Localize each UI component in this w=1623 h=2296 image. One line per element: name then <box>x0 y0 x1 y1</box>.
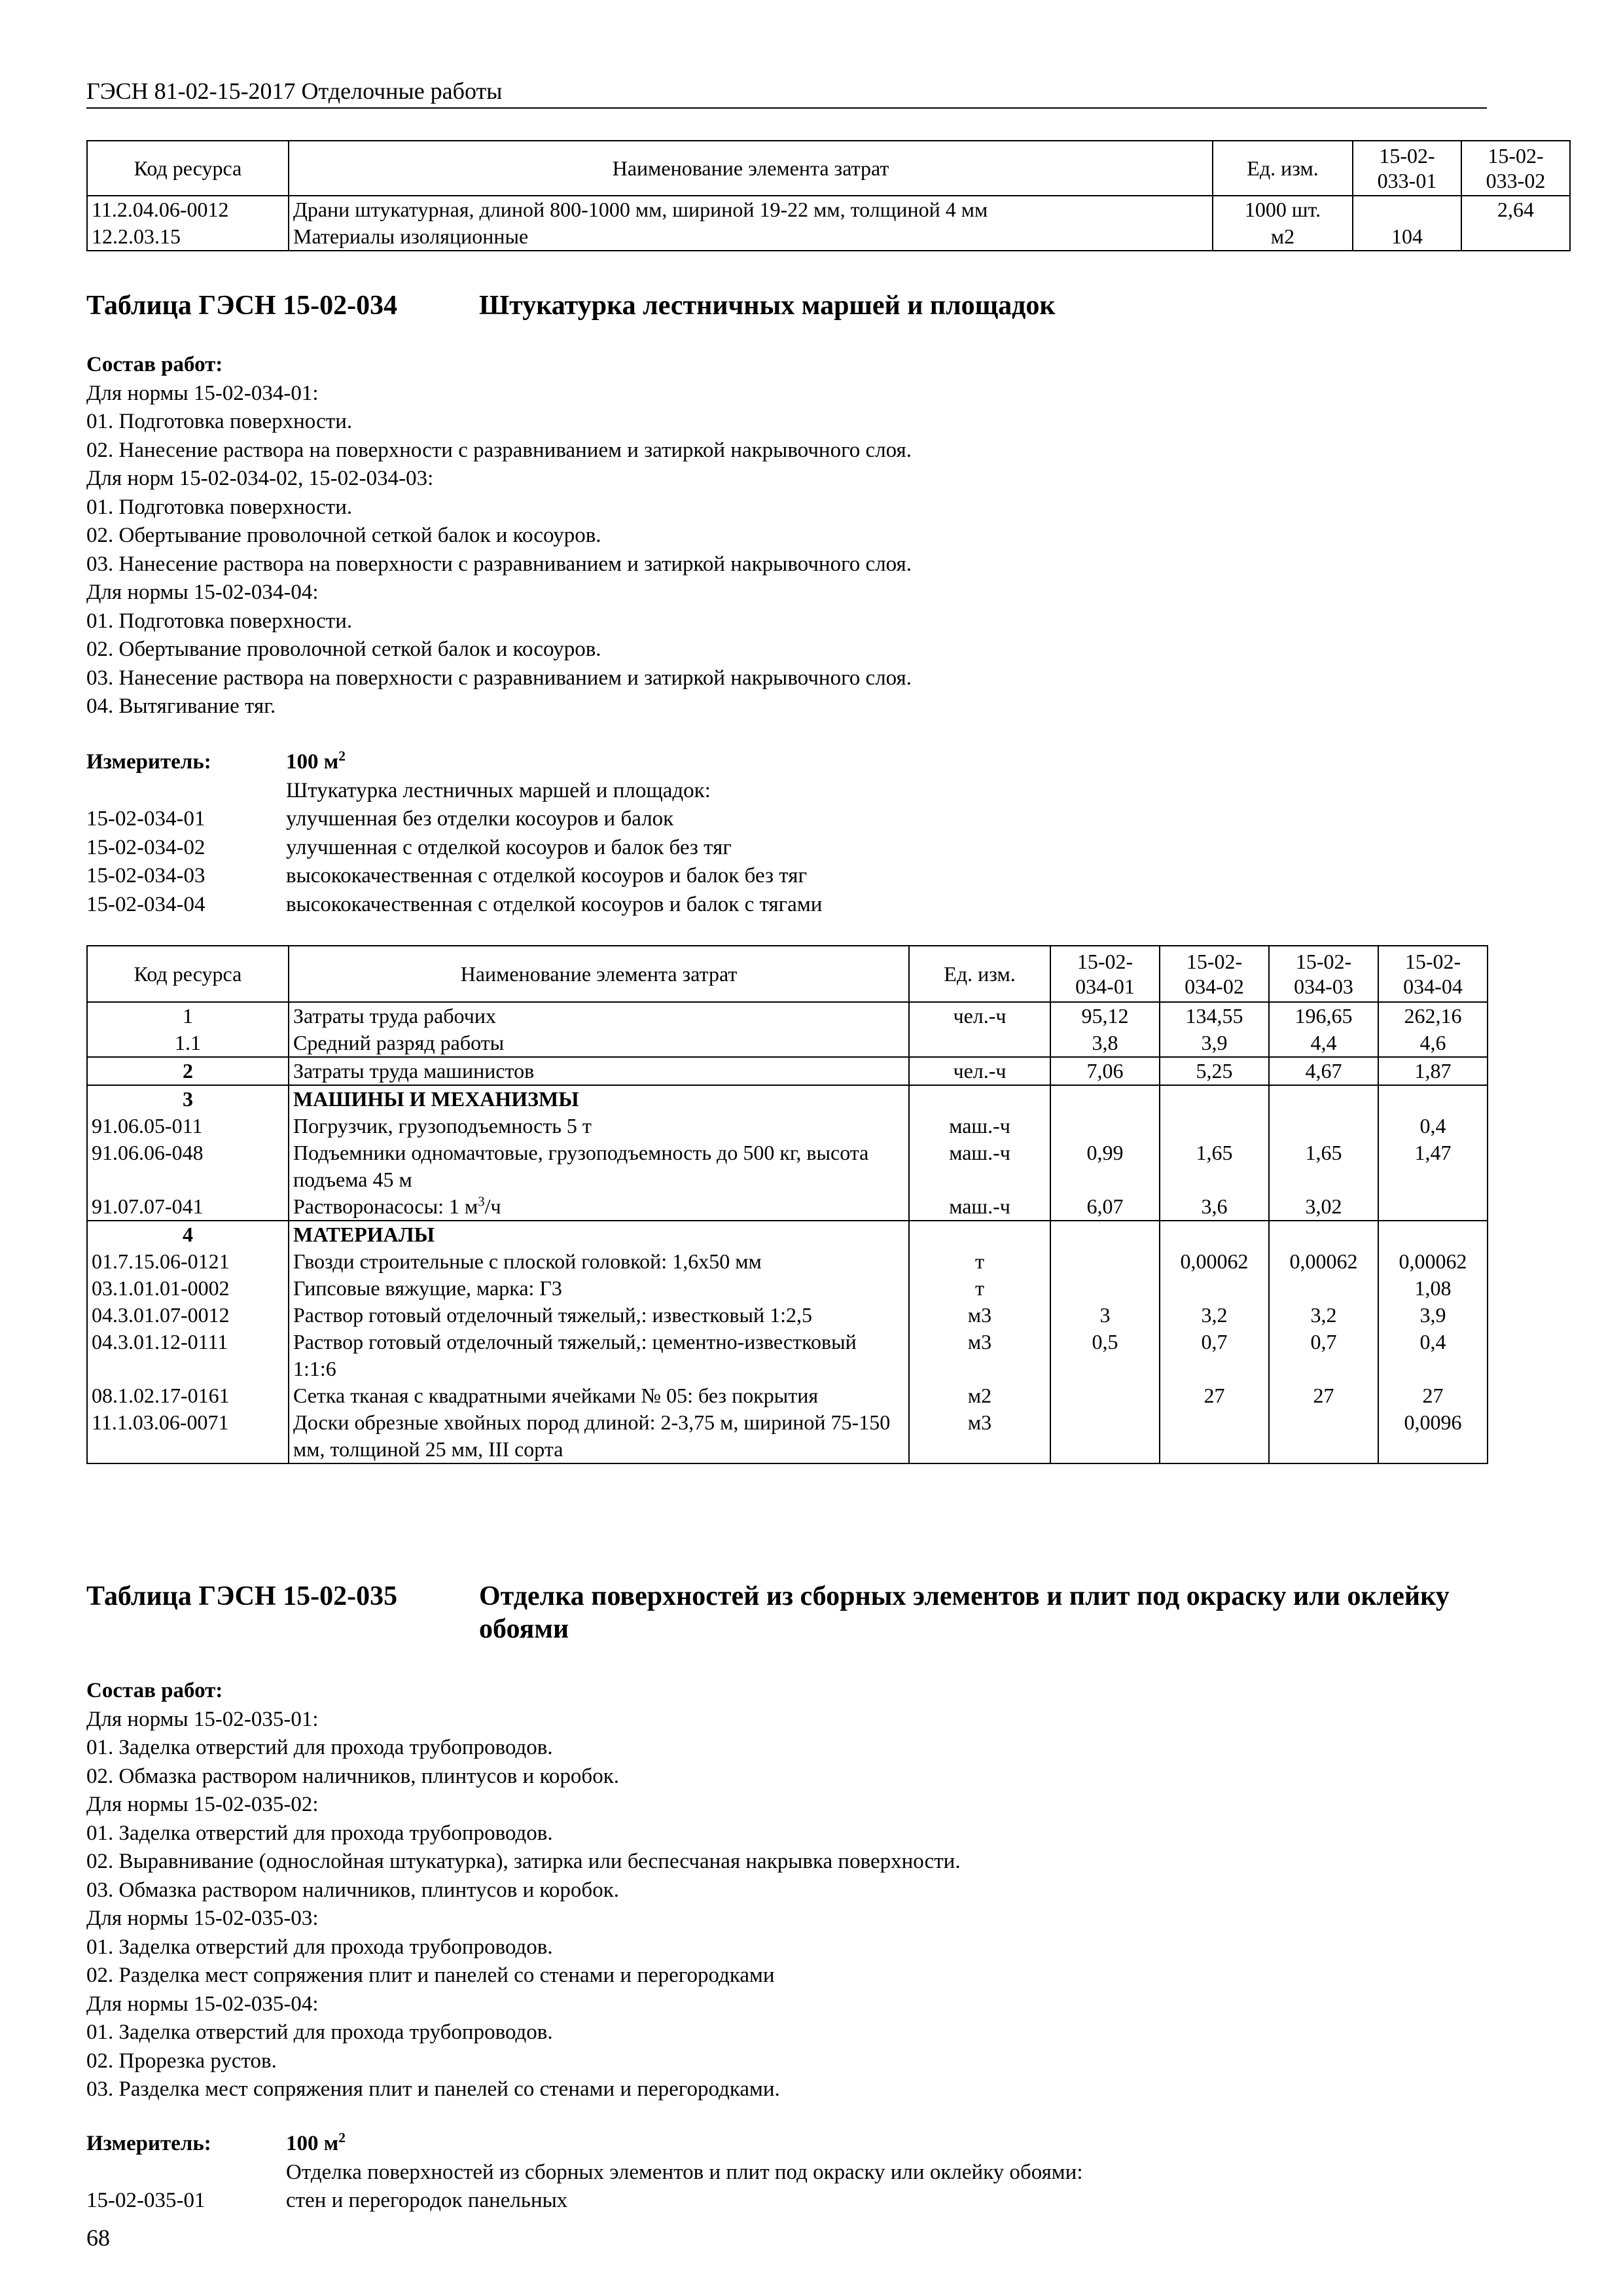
resource-code: 11.2.04.06-0012 <box>87 196 289 223</box>
table-034-block <box>86 945 1487 1464</box>
value-01 <box>1050 1248 1160 1275</box>
work-line: 02. Выравнивание (однослойная штукатурка), затирка или беспесчаная накрывка поверхности. <box>86 1850 961 1873</box>
work-line: 02. Разделка мест сопряжения плит и панелей со стенами и перегородками <box>86 1964 775 1987</box>
value-04: 0,4 <box>1378 1329 1488 1382</box>
work-line: 02. Обертывание проволочной сеткой балок и косоуров. <box>86 524 601 547</box>
group-heading: МАШИНЫ И МЕХАНИЗМЫ <box>289 1085 909 1113</box>
value-04: 1,08 <box>1378 1275 1488 1302</box>
resource-code: 04.3.01.12-0111 <box>87 1329 289 1382</box>
col-header-norm-04: 15-02- 034-04 <box>1378 946 1488 1002</box>
resource-unit: м3 <box>909 1329 1050 1382</box>
resource-unit <box>909 1030 1050 1057</box>
work-line: Для норм 15-02-034-02, 15-02-034-03: <box>86 467 434 490</box>
value-03: 0,7 <box>1269 1329 1378 1382</box>
running-header: ГЭСН 81-02-15-2017 Отделочные работы <box>86 77 1487 109</box>
table-034 <box>86 945 1488 1464</box>
table-row <box>87 1409 1488 1463</box>
value-04: 0,4 <box>1378 1113 1488 1139</box>
col-header-norm-02: 15-02- 034-02 <box>1160 946 1269 1002</box>
table-label: Таблица ГЭСН 15-02-035 <box>86 1581 398 1611</box>
work-line: 01. Подготовка поверхности. <box>86 410 353 433</box>
work-line: 03. Нанесение раствора на поверхности с разравниванием и затиркой накрывочного слоя. <box>86 552 912 576</box>
value-02: 0,7 <box>1160 1329 1269 1382</box>
resource-unit: чел.-ч <box>909 1057 1050 1085</box>
value-01 <box>1050 1113 1160 1139</box>
work-line: 01. Заделка отверстий для прохода трубопроводов. <box>86 1935 553 1959</box>
norm-item: 15-02-034-03 высококачественная с отделкой косоуров и балок без тяг <box>86 864 807 888</box>
work-line: Для нормы 15-02-035-02: <box>86 1793 319 1816</box>
resource-name: Погрузчик, грузоподъемность 5 т <box>289 1113 909 1139</box>
value-02: 27 <box>1160 1382 1269 1409</box>
resource-unit: маш.-ч <box>909 1139 1050 1193</box>
value-02: 0,00062 <box>1160 1248 1269 1275</box>
value-04: 3,9 <box>1378 1302 1488 1329</box>
col-header-code: Код ресурса <box>87 141 289 196</box>
work-line: Для нормы 15-02-035-01: <box>86 1707 319 1731</box>
value-01: 3 <box>1050 1302 1160 1329</box>
page-number: 68 <box>86 2225 110 2251</box>
col-header-unit: Ед. изм. <box>1213 141 1353 196</box>
resource-name: Подъемники одномачтовые, грузоподъемность до 500 кг, высота подъема 45 м <box>289 1139 909 1193</box>
resource-unit: т <box>909 1275 1050 1302</box>
value-01: 3,8 <box>1050 1030 1160 1057</box>
value-02: 5,25 <box>1160 1057 1269 1085</box>
norm-item: 15-02-034-02 улучшенная с отделкой косоуров и балок без тяг <box>86 835 732 859</box>
work-line: Для нормы 15-02-035-03: <box>86 1907 319 1930</box>
resource-name: Гвозди строительные с плоской головкой: 1,6x50 мм <box>289 1248 909 1275</box>
measure-description: Отделка поверхностей из сборных элементов и плит под окраску или оклейку обоями: <box>286 2160 1083 2184</box>
work-line: 03. Разделка мест сопряжения плит и панелей со стенами и перегородками. <box>86 2077 780 2101</box>
resource-code: 01.7.15.06-0121 <box>87 1248 289 1275</box>
resource-unit: м3 <box>909 1302 1050 1329</box>
table-row <box>87 1193 1488 1221</box>
col-header-norm-01: 15-02- 034-01 <box>1050 946 1160 1002</box>
value-02: 3,9 <box>1160 1030 1269 1057</box>
value-04: 1,87 <box>1378 1057 1488 1085</box>
resource-unit: м2 <box>1213 223 1353 251</box>
value-04 <box>1378 1193 1488 1221</box>
resource-name: Затраты труда машинистов <box>289 1057 909 1085</box>
value-04: 27 <box>1378 1382 1488 1409</box>
section-034-work <box>86 351 1487 721</box>
resource-code: 91.07.07-041 <box>87 1193 289 1221</box>
table-label: Таблица ГЭСН 15-02-034 <box>86 291 398 321</box>
value-02 <box>1461 223 1570 251</box>
work-line: 02. Прорезка рустов. <box>86 2049 277 2073</box>
resource-unit: маш.-ч <box>909 1113 1050 1139</box>
table-033-block <box>86 140 1546 251</box>
value-02: 134,55 <box>1160 1002 1269 1030</box>
resource-code: 11.1.03.06-0071 <box>87 1409 289 1463</box>
work-heading: Состав работ: <box>86 1679 223 1702</box>
resource-name: Затраты труда рабочих <box>289 1002 909 1030</box>
work-line: Для нормы 15-02-034-04: <box>86 581 319 604</box>
work-line: 02. Обертывание проволочной сеткой балок и косоуров. <box>86 637 601 661</box>
value-01: 0,5 <box>1050 1329 1160 1382</box>
table-033 <box>86 140 1571 251</box>
resource-name: Растворонасосы: 1 $м^3/ч$ <box>289 1193 909 1221</box>
measure-value: 100 $м^2$ <box>286 2130 346 2155</box>
value-01 <box>1050 1409 1160 1463</box>
value-01 <box>1050 1382 1160 1409</box>
section-034-heading <box>86 289 1487 322</box>
table-title: Отделка поверхностей из сборных элементов и плит под окраску или оклейку обоями <box>479 1581 1450 1644</box>
work-line: 03. Обмазка раствором наличников, плинтусов и коробок. <box>86 1878 619 1902</box>
value-03: 3,2 <box>1269 1302 1378 1329</box>
table-row <box>87 1302 1488 1329</box>
value-01: 0,99 <box>1050 1139 1160 1193</box>
col-header-name: Наименование элемента затрат <box>289 141 1213 196</box>
work-line: 02. Обмазка раствором наличников, плинтусов и коробок. <box>86 1764 619 1788</box>
resource-unit: маш.-ч <box>909 1193 1050 1221</box>
value-03: 27 <box>1269 1382 1378 1409</box>
work-line: 01. Подготовка поверхности. <box>86 609 353 633</box>
table-row-group-heading <box>87 1221 1488 1248</box>
value-04: 1,47 <box>1378 1139 1488 1193</box>
resource-name: Драни штукатурная, длиной 800-1000 мм, шириной 19-22 мм, толщиной 4 мм <box>289 196 1213 223</box>
table-row <box>87 1329 1488 1382</box>
work-line: 01. Заделка отверстий для прохода трубопроводов. <box>86 1821 553 1845</box>
section-035-measure <box>86 2130 1487 2215</box>
work-line: 01. Заделка отверстий для прохода трубопроводов. <box>86 1736 553 1759</box>
measure-description: Штукатурка лестничных маршей и площадок: <box>286 778 711 802</box>
value-03 <box>1269 1409 1378 1463</box>
resource-name: Средний разряд работы <box>289 1030 909 1057</box>
measure-value: 100 $м^2$ <box>286 748 346 774</box>
resource-code: 91.06.05-011 <box>87 1113 289 1139</box>
work-line: 01. Заделка отверстий для прохода трубопроводов. <box>86 2020 553 2044</box>
value-01: 6,07 <box>1050 1193 1160 1221</box>
table-row <box>87 1382 1488 1409</box>
resource-code: 1.1 <box>87 1030 289 1057</box>
value-02 <box>1160 1113 1269 1139</box>
value-01: 7,06 <box>1050 1057 1160 1085</box>
value-02: 1,65 <box>1160 1139 1269 1193</box>
resource-unit: 1000 шт. <box>1213 196 1353 223</box>
resource-unit: чел.-ч <box>909 1002 1050 1030</box>
resource-name: Раствор готовый отделочный тяжелый,: известковый 1:2,5 <box>289 1302 909 1329</box>
resource-name: Сетка тканая с квадратными ячейками № 05: без покрытия <box>289 1382 909 1409</box>
col-header-norm-03: 15-02- 034-03 <box>1269 946 1378 1002</box>
value-03: 1,65 <box>1269 1139 1378 1193</box>
value-04: 0,0096 <box>1378 1409 1488 1463</box>
table-row <box>87 1139 1488 1193</box>
table-row <box>87 1248 1488 1275</box>
value-02 <box>1160 1409 1269 1463</box>
section-035-heading <box>86 1580 1487 1645</box>
resource-unit: т <box>909 1248 1050 1275</box>
table-row-group-heading <box>87 1085 1488 1113</box>
measure-label: Измеритель: <box>86 2132 211 2155</box>
col-header-code: Код ресурса <box>87 946 289 1002</box>
resource-code: 4 <box>87 1221 289 1248</box>
table-row <box>87 196 1570 223</box>
norm-item: 15-02-034-01 улучшенная без отделки косоуров и балок <box>86 807 674 831</box>
value-02: 3,2 <box>1160 1302 1269 1329</box>
work-line: Для нормы 15-02-034-01: <box>86 381 319 405</box>
col-header-norm-02: 15-02- 033-02 <box>1461 141 1570 196</box>
resource-code: 08.1.02.17-0161 <box>87 1382 289 1409</box>
value-03 <box>1269 1275 1378 1302</box>
value-01: 95,12 <box>1050 1002 1160 1030</box>
value-04: 262,16 <box>1378 1002 1488 1030</box>
value-02: 2,64 <box>1461 196 1570 223</box>
table-title: Штукатурка лестничных маршей и площадок <box>479 291 1056 321</box>
work-line: 04. Вытягивание тяг. <box>86 694 276 718</box>
value-03: 196,65 <box>1269 1002 1378 1030</box>
value-03: 3,02 <box>1269 1193 1378 1221</box>
value-03 <box>1269 1113 1378 1139</box>
resource-name: Раствор готовый отделочный тяжелый,: цементно-известковый 1:1:6 <box>289 1329 909 1382</box>
resource-code: 1 <box>87 1002 289 1030</box>
resource-code: 04.3.01.07-0012 <box>87 1302 289 1329</box>
value-03: 0,00062 <box>1269 1248 1378 1275</box>
value-04: 0,00062 <box>1378 1248 1488 1275</box>
norm-item: 15-02-034-04 высококачественная с отделкой косоуров и балок с тягами <box>86 892 823 916</box>
value-02 <box>1160 1275 1269 1302</box>
value-04: 4,6 <box>1378 1030 1488 1057</box>
table-row <box>87 1002 1488 1030</box>
resource-code: 3 <box>87 1085 289 1113</box>
section-034-measure <box>86 748 1487 919</box>
value-01 <box>1050 1275 1160 1302</box>
col-header-unit: Ед. изм. <box>909 946 1050 1002</box>
resource-unit: м3 <box>909 1409 1050 1463</box>
resource-name: Доски обрезные хвойных пород длиной: 2-3,75 м, шириной 75-150 мм, толщиной 25 мм, III сорта <box>289 1409 909 1463</box>
work-line: Для нормы 15-02-035-04: <box>86 1992 319 2016</box>
value-03: 4,67 <box>1269 1057 1378 1085</box>
section-035-work <box>86 1677 1487 2104</box>
table-row <box>87 223 1570 251</box>
work-line: 01. Подготовка поверхности. <box>86 495 353 519</box>
resource-code: 2 <box>87 1057 289 1085</box>
resource-code: 91.06.06-048 <box>87 1139 289 1193</box>
resource-code: 12.2.03.15 <box>87 223 289 251</box>
value-01: 104 <box>1353 223 1461 251</box>
value-01 <box>1353 196 1461 223</box>
resource-code: 03.1.01.01-0002 <box>87 1275 289 1302</box>
resource-name: Гипсовые вяжущие, марка: Г3 <box>289 1275 909 1302</box>
resource-name: Материалы изоляционные <box>289 223 1213 251</box>
group-heading: МАТЕРИАЛЫ <box>289 1221 909 1248</box>
resource-unit: м2 <box>909 1382 1050 1409</box>
value-03: 4,4 <box>1269 1030 1378 1057</box>
work-heading: Состав работ: <box>86 353 223 376</box>
col-header-name: Наименование элемента затрат <box>289 946 909 1002</box>
table-row <box>87 1030 1488 1057</box>
value-02: 3,6 <box>1160 1193 1269 1221</box>
measure-label: Измеритель: <box>86 750 211 774</box>
col-header-norm-01: 15-02- 033-01 <box>1353 141 1461 196</box>
table-row <box>87 1057 1488 1085</box>
table-row <box>87 1113 1488 1139</box>
work-line: 02. Нанесение раствора на поверхности с разравниванием и затиркой накрывочного слоя. <box>86 438 912 462</box>
work-line: 03. Нанесение раствора на поверхности с разравниванием и затиркой накрывочного слоя. <box>86 666 912 690</box>
table-row <box>87 1275 1488 1302</box>
norm-item: 15-02-035-01 стен и перегородок панельных <box>86 2189 568 2212</box>
